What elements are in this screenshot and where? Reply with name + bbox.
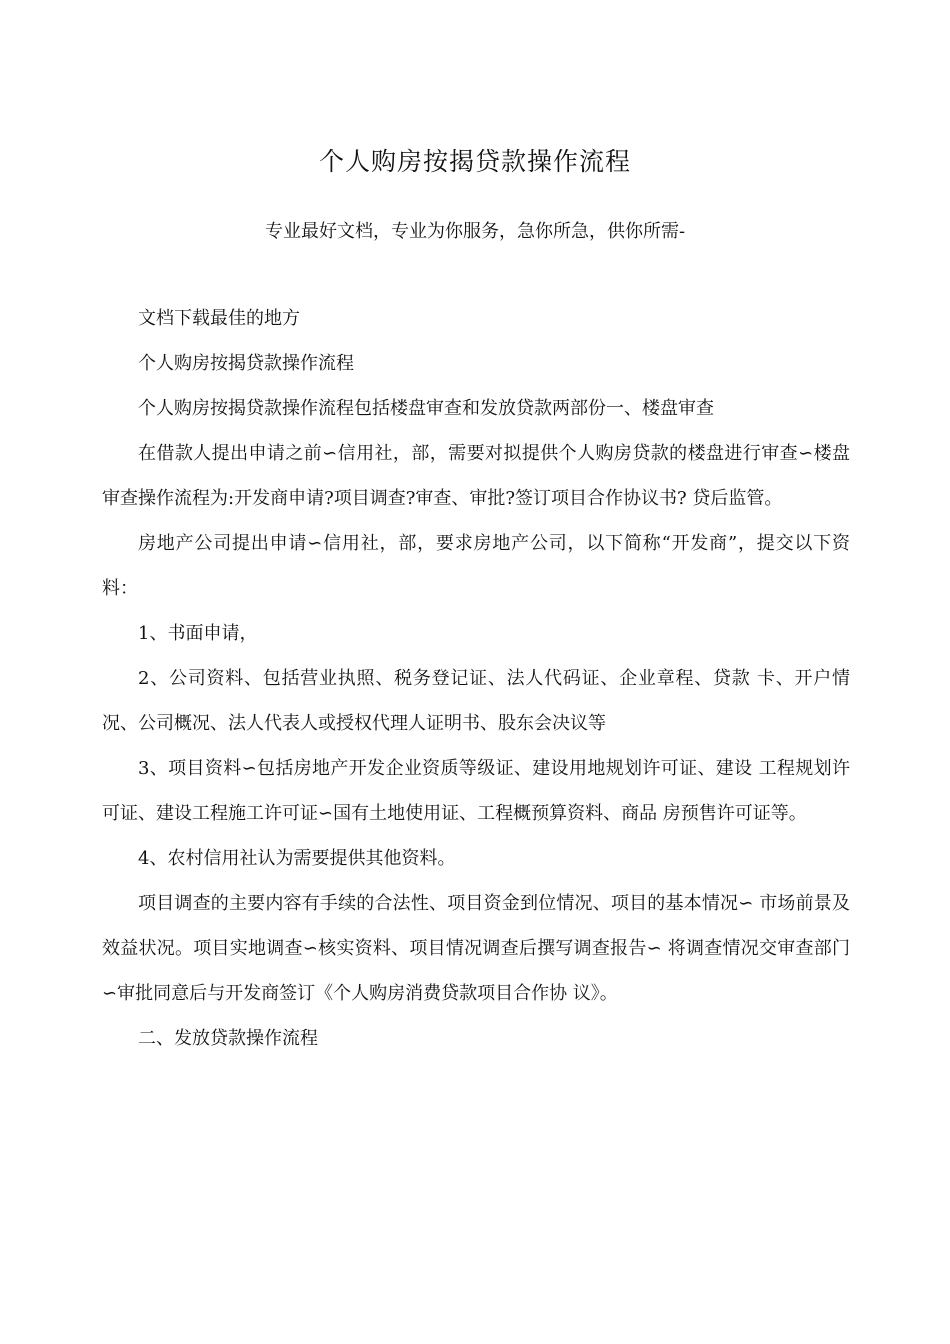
section-heading-loan-disbursement: 二、发放贷款操作流程 [138,1028,318,1049]
paragraph-property-review: 在借款人提出申请之前∽信用社，部，需要对拟提供个人购房贷款的楼盘进行审查∽楼盘审查操作流程为:开发商申请?项目调查?审查、审批?签订项目合作协议书? 贷后监管。 [102,443,850,509]
paragraph-download-note: 文档下载最佳的地方 [138,308,300,329]
paragraph-project-investigation: 项目调查的主要内容有手续的合法性、项目资金到位情况、项目的基本情况∽ 市场前景及效益状况。项目实地调查∽核实资料、项目情况调查后撰写调查报告∽ 将调查情况交审查部门∽审批同意后与开发商签订《个人购房消费贷款项目合作协 议》。 [102,893,850,1004]
document-subtitle: 专业最好文档，专业为你服务，急你所急，供你所需- [264,221,686,242]
document-title: 个人购房按揭贷款操作流程 [318,147,631,176]
document-body [102,296,850,1061]
list-item-company-materials: 2、公司资料、包括营业执照、税务登记证、法人代码证、企业章程、贷款 卡、开户情况、公司概况、法人代表人或授权代理人证明书、股东会决议等 [102,668,850,734]
paragraph-process-overview: 个人购房按揭贷款操作流程包括楼盘审查和发放贷款两部份一、楼盘审查 [138,398,714,419]
list-item-written-application: 1、书面申请， [138,623,258,644]
paragraph-heading-process: 个人购房按揭贷款操作流程 [138,353,354,374]
list-item-project-materials: 3、项目资料∽包括房地产开发企业资质等级证、建设用地规划许可证、建设 工程规划许可证、建设工程施工许可证∽国有土地使用证、工程概预算资料、商品 房预售许可证等。 [102,758,850,824]
list-item-other-materials: 4、农村信用社认为需要提供其他资料。 [138,848,456,869]
paragraph-developer-application: 房地产公司提出申请∽信用社，部，要求房地产公司，以下简称“开发商”，提交以下资料： [102,533,850,599]
